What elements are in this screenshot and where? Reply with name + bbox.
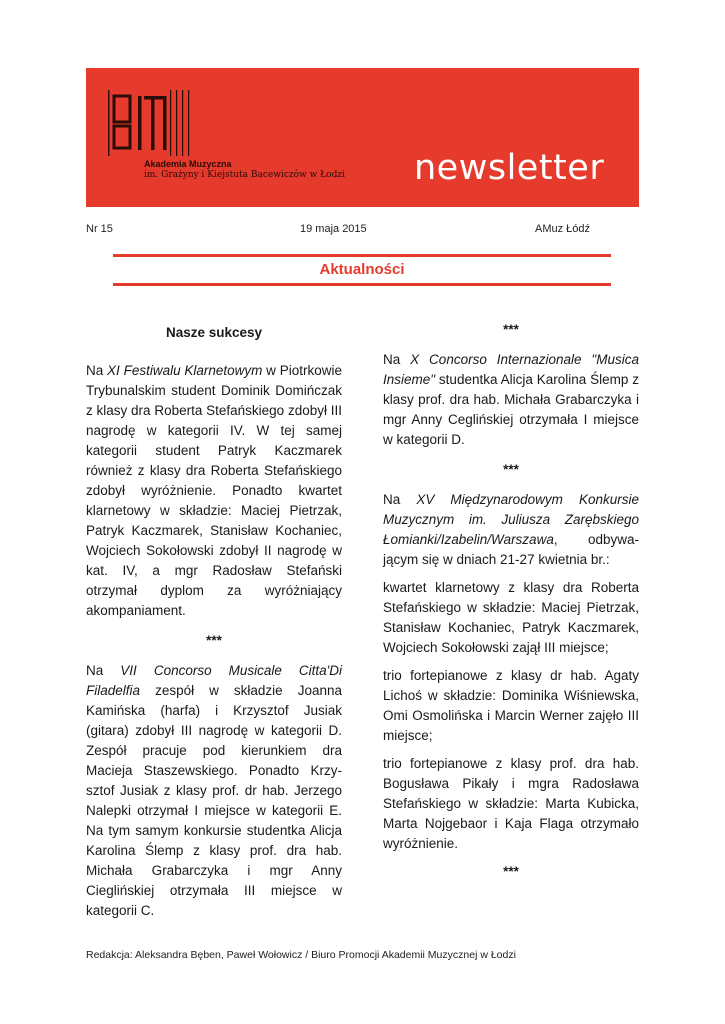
newsletter-banner: [86, 68, 639, 207]
right-column: [383, 320, 639, 882]
separator: ***: [503, 864, 519, 879]
issue-date: 19 maja 2015: [300, 223, 367, 235]
section-heading: Nasze sukcesy: [165, 325, 263, 340]
paragraph-text: Na: [383, 352, 411, 367]
event-name: VII Concorso Musicale Citta'Di Filadelfia: [86, 663, 343, 698]
paragraph-text: , odbywającym się w dniach 21-27 kwietnia br.:: [383, 532, 639, 567]
event-name: XV Międzynarodowym Konkursie Muzycznym im. Juliusza Zarębskiego Łomianki/Izabelin/Warszawa: [383, 492, 639, 547]
separator: ***: [503, 462, 519, 477]
separator: ***: [206, 633, 222, 648]
paragraph-festival-klarnetowy: [86, 361, 342, 621]
paragraph-concorso-filadelfia: [86, 661, 342, 921]
paragraph-piano-trio-lichos: trio fortepianowe z klasy dr hab. Agaty Lichoś w składzie: Dominika Wiśniewska, Omi Osmolińska i Marcin Werner zajęło III miejsce;: [383, 668, 639, 743]
paragraph-text: w Piotrkowie Trybunalskim student Dominik Domińczak z klasy dra Roberta Stefańskiego zdobył III nagrodę w kategorii IV. W tej samej kategorii student Patryk Kaczmarek również z klasy dra Roberta Stefańskiego zdobył wyróżnienie. Ponadto kwartet klarnetowy w składzie: Maciej Pietrzak, Patryk Kaczmarek, Stanisław Kochaniec, Wojciech Sokołowski zdobył II nagrodę w kat. IV, a mgr Radosław Stefański otrzymał dyplom za wyróżniający akompaniament.: [86, 363, 342, 618]
paragraph-musica-insieme: [383, 350, 639, 450]
academy-name-line2: im. Grażyny i Kiejstuta Bacewiczów w Łodzi: [144, 170, 345, 180]
paragraph-text: Na: [86, 663, 121, 678]
event-name: X Concorso Internazionale "Musica Insieme": [383, 352, 639, 387]
paragraph-piano-trio-pikala: trio fortepianowe z klasy prof. dra hab. Bogusława Pikały i mgra Radosława Stefańskiego w składzie: Marta Kubicka, Marta Nojgebaor i Kaja Flaga otrzymało wyróżnienie.: [383, 756, 639, 851]
paragraph-text: studentka Alicja Karolina Ślemp z klasy prof. dra hab. Michała Grabarczyka i mgr Anny Ceglińskiej otrzymała I miejsce w kategorii D.: [383, 372, 639, 447]
section-title: Aktualności: [319, 261, 405, 278]
academy-logo-icon: [108, 90, 198, 156]
paragraph-text: Na: [86, 363, 108, 378]
paragraph-clarinet-quartet: kwartet klarnetowy z klasy dra Roberta Stefańskiego w składzie: Maciej Pietrzak, Stanisław Kochaniec, Patryk Kaczmarek, Wojciech Sokołowski zajął III miejsce;: [383, 580, 639, 655]
footer-credits: Redakcja: Aleksandra Bęben, Paweł Wołowicz / Biuro Promocji Akademii Muzycznej w Łodzi: [86, 949, 516, 961]
separator: ***: [503, 322, 519, 337]
title-rule-top: [113, 254, 611, 257]
title-rule-bottom: [113, 283, 611, 286]
paragraph-text: zespół w składzie Joanna Kamińska (harfa) i Krzysztof Jusiak (gitara) zdobył III nagrodę w kategorii D. Zespół pracuje pod kierunkiem dra Macieja Staszewskiego. Ponadto Krzysztof Jusiak z klasy prof. dr hab. Jerzego Nalepki otrzymał I miejsce w kategorii E. Na tym samym konkursie studentka Alicja Karolina Ślemp z klasy prof. dra hab. Michała Grabarczyka i mgr Anny Cieglińskiej otrzymała III miejsce w kategorii C.: [86, 683, 342, 918]
left-column: [86, 323, 342, 921]
academy-name-line1: Akademia Muzyczna: [144, 159, 232, 169]
paragraph-text: Na: [383, 492, 417, 507]
academy-name: [144, 159, 345, 181]
event-name: XI Festiwalu Klarnetowym: [107, 363, 263, 378]
issue-number: Nr 15: [86, 223, 113, 235]
newsletter-title: newsletter: [414, 148, 605, 188]
issue-place: AMuz Łódź: [535, 223, 591, 235]
paragraph-zarebski-competition: [383, 490, 639, 570]
